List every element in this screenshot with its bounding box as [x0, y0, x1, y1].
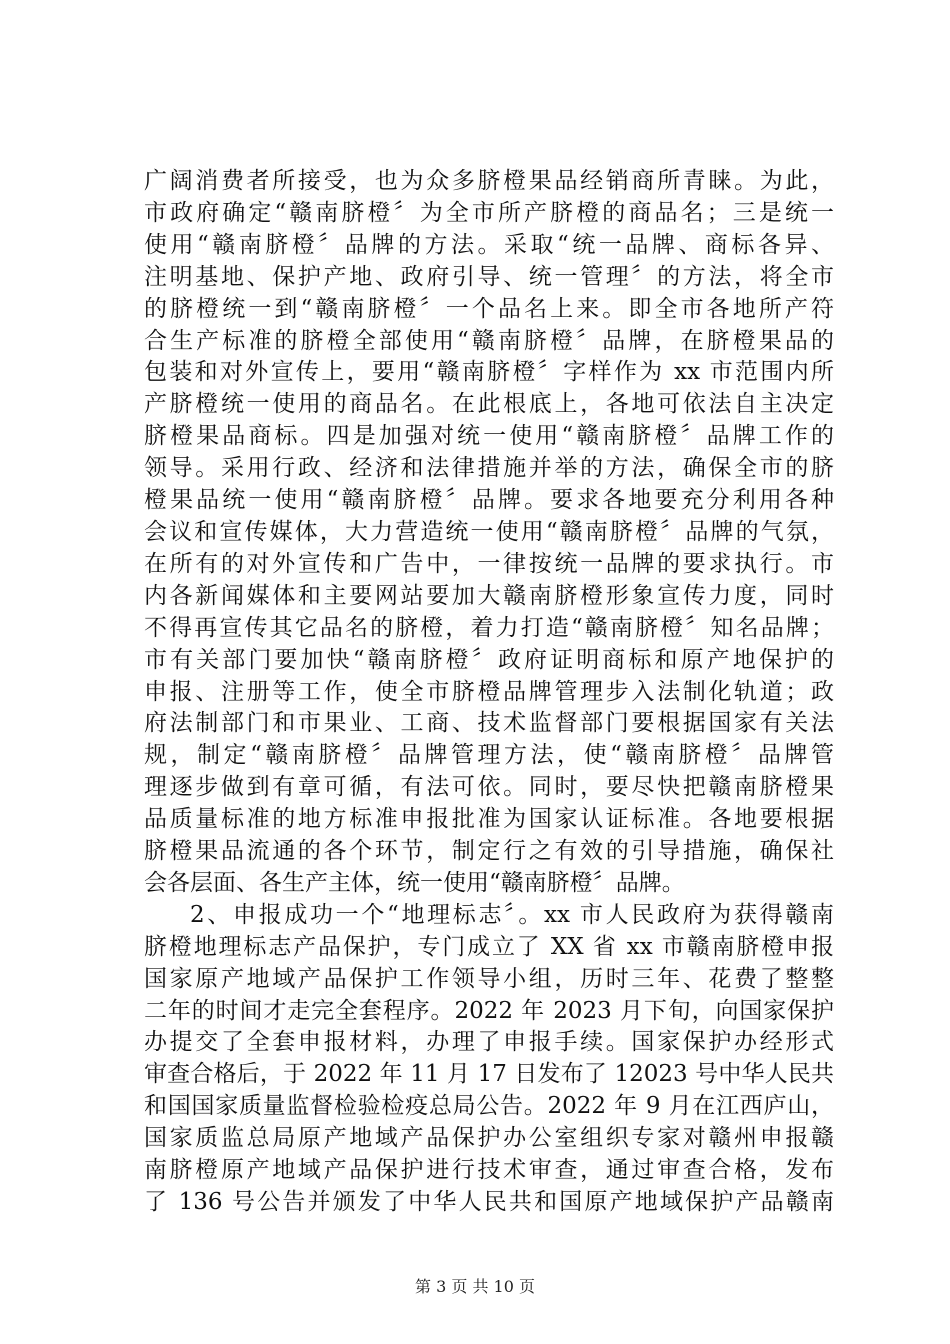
text-line: 的脐橙统一到“赣南脐橙〞一个品名上来。即全市各地所产符 [144, 295, 834, 322]
text-line: 脐橙果品商标。四是加强对统一使用“赣南脐橙〞品牌工作的 [144, 423, 834, 450]
text-line: 不得再宣传其它品名的脐橙，着力打造“赣南脐橙〞知名品牌； [144, 614, 834, 641]
text-line: 府法制部门和市果业、工商、技术监督部门要根据国家有关法 [144, 710, 834, 737]
paragraph-start-line: 2、申报成功一个“地理标志〞。xx 市人民政府为获得赣南 [190, 901, 834, 928]
text-line: 橙果品统一使用“赣南脐橙〞品牌。要求各地要充分利用各种 [144, 487, 834, 514]
text-line: 会议和宣传媒体，大力营造统一使用“赣南脐橙〞品牌的气氛， [144, 518, 834, 545]
text-line: 脐橙果品流通的各个环节，制定行之有效的引导措施，确保社 [144, 838, 834, 865]
text-line: 内各新闻媒体和主要网站要加大赣南脐橙形象宣传力度，同时 [144, 582, 834, 609]
text-line: 使用“赣南脐橙〞品牌的方法。采取“统一品牌、商标各异、 [144, 231, 834, 258]
text-line: 国家质监总局原产地域产品保护办公室组织专家对赣州申报赣 [144, 1125, 834, 1152]
text-line: 产脐橙统一使用的商品名。在此根底上，各地可依法自主决定 [144, 391, 834, 418]
text-line: 了 136 号公告并颁发了中华人民共和国原产地域保护产品赣南 [144, 1189, 834, 1215]
text-line: 和国国家质量监督检验检疫总局公告。2022 年 9 月在江西庐山， [144, 1093, 834, 1120]
text-line: 市政府确定“赣南脐橙〞为全市所产脐橙的商品名；三是统一 [144, 199, 834, 226]
page-number-footer: 第 3 页 共 10 页 [415, 1277, 535, 1296]
text-line: 在所有的对外宣传和广告中，一律按统一品牌的要求执行。市 [144, 550, 834, 577]
text-line: 规，制定“赣南脐橙〞品牌管理方法，使“赣南脐橙〞品牌管 [144, 742, 834, 769]
text-line: 办提交了全套申报材料，办理了申报手续。国家保护办经形式 [144, 1029, 834, 1056]
text-line: 脐橙地理标志产品保护，专门成立了 XX 省 xx 市赣南脐橙申报 [144, 933, 834, 960]
text-line: 合生产标准的脐橙全部使用“赣南脐橙〞品牌，在脐橙果品的 [144, 327, 834, 354]
text-line: 国家原产地域产品保护工作领导小组，历时三年、花费了整整 [144, 965, 834, 992]
text-line: 审查合格后，于 2022 年 11 月 17 日发布了 12023 号中华人民共 [144, 1061, 834, 1088]
text-line: 理逐步做到有章可循，有法可依。同时，要尽快把赣南脐橙果 [144, 774, 834, 801]
text-line: 领导。采用行政、经济和法律措施并举的方法，确保全市的脐 [144, 455, 834, 482]
body-text [144, 166, 834, 1219]
text-line: 品质量标准的地方标准申报批准为国家认证标准。各地要根据 [144, 806, 834, 833]
text-line: 二年的时间才走完全套程序。2022 年 2023 月下旬，向国家保护 [144, 997, 834, 1024]
text-line: 广阔消费者所接受，也为众多脐橙果品经销商所青睐。为此， [144, 168, 834, 194]
text-line: 注明基地、保护产地、政府引导、统一管理〞的方法，将全市 [144, 263, 834, 290]
text-line: 南脐橙原产地域产品保护进行技术审查，通过审查合格，发布 [144, 1157, 834, 1184]
text-line: 包装和对外宣传上，要用“赣南脐橙〞字样作为 xx 市范围内所 [144, 359, 834, 386]
text-line: 市有关部门要加快“赣南脐橙〞政府证明商标和原产地保护的 [144, 646, 834, 673]
text-line: 会各层面、各生产主体，统一使用“赣南脐橙〞品牌。 [144, 869, 685, 896]
text-line: 申报、注册等工作，使全市脐橙品牌管理步入法制化轨道；政 [144, 678, 834, 705]
